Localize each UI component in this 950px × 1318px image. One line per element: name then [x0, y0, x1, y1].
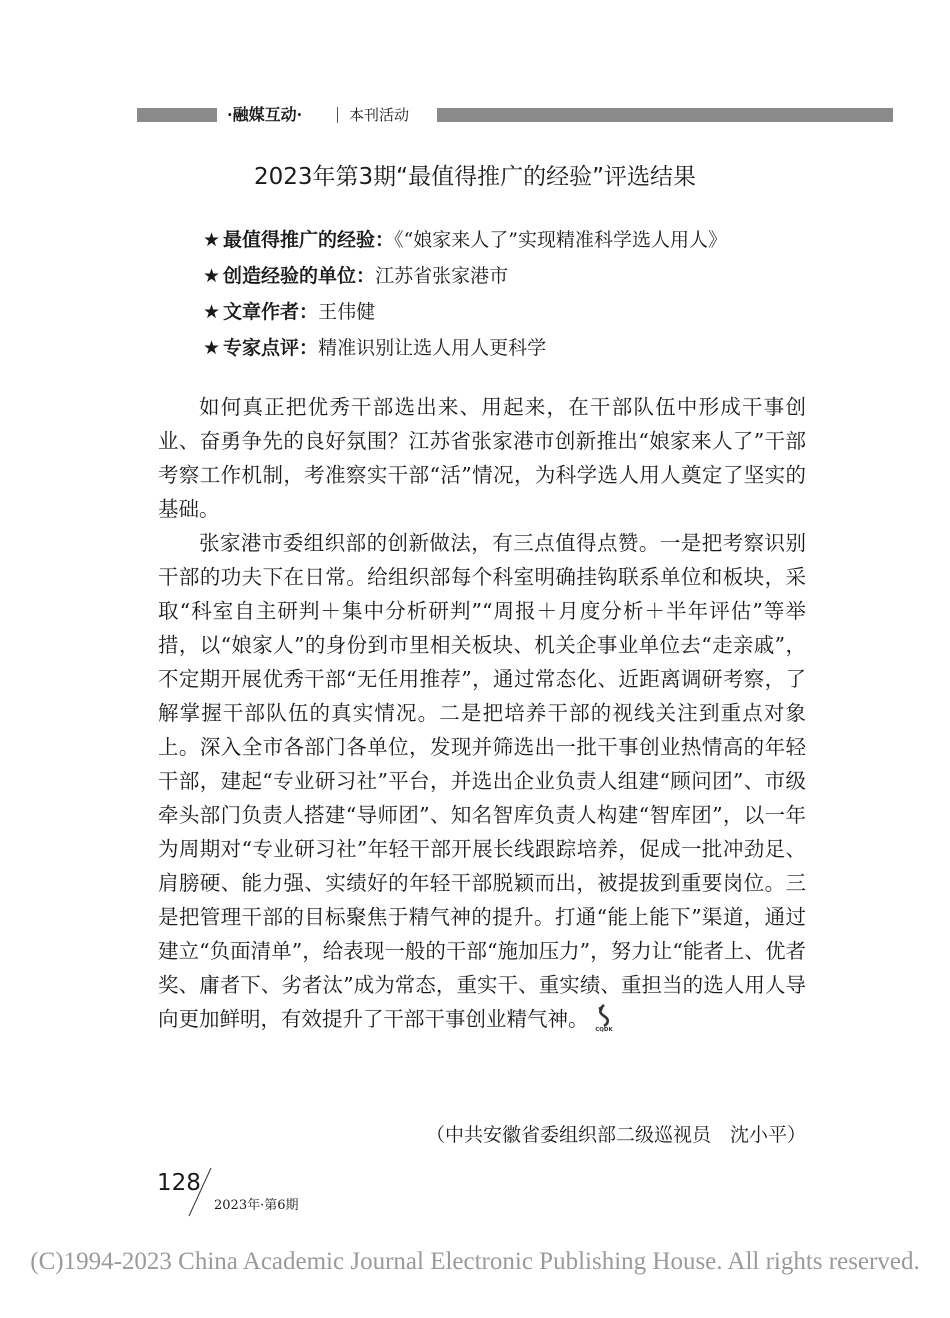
page-number: 128 — [157, 1170, 201, 1196]
paragraph-text: 张家港市委组织部的创新做法，有三点值得点赞。一是把考察识别干部的功夫下在日常。给组织部每个科室明确挂钩联系单位和板块，采取“科室自主研判＋集中分析研判”“周报＋月度分析＋半年评估”等举措，以“娘家人”的身份到市里相关板块、机关企事业单位去“走亲戚”，不定期开展优秀干部“无任用推荐”，通过常态化、近距离调研考察，了解掌握干部队伍的真实情况。二是把培养干部的视线关注到重点对象上。深入全市各部门各单位，发现并筛选出一批干事创业热情高的年轻干部，建起“专业研习社”平台，并选出企业负责人组建“顾问团”、市级牵头部门负责人搭建“导师团”、知名智库负责人构建“智库团”，以一年为周期对“专业研习社”年轻干部开展长线跟踪培养，促成一批冲劲足、肩膀硬、能力强、实绩好的年轻干部脱颖而出，被提拔到重要岗位。三是把管理干部的目标聚焦于精气神的提升。打通“能上能下”渠道，通过建立“负面清单”，给表现一般的干部“施加压力”，努力让“能者上、优者奖、庸者下、劣者汰”成为常态，重实干、重实绩、重担当的选人用人导向更加鲜明，有效提升了干部干事创业精气神。 — [158, 531, 806, 1031]
star-icon: ★ — [203, 229, 221, 251]
journal-end-mark-icon — [593, 1004, 615, 1032]
header-bar-left — [137, 108, 217, 122]
article-body — [158, 390, 806, 1036]
end-mark-text: CQDK — [594, 1027, 613, 1032]
info-label: 专家点评： — [223, 337, 319, 359]
paragraph — [158, 390, 806, 526]
info-value: 江苏省张家港市 — [375, 265, 509, 287]
header-bar-right — [437, 108, 893, 122]
info-value: 王伟健 — [318, 301, 376, 323]
star-icon: ★ — [203, 301, 221, 323]
copyright-watermark: (C)1994-2023 China Academic Journal Electronic Publishing House. All rights reserved. — [30, 1248, 920, 1275]
info-label: 文章作者： — [223, 301, 319, 323]
info-row-expert-comment — [203, 330, 843, 366]
footer-slash-divider — [185, 1166, 215, 1218]
paragraph-text: 如何真正把优秀干部选出来、用起来，在干部队伍中形成干事创业、奋勇争先的良好氛围？江苏省张家港市创新推出“娘家来人了”干部考察工作机制，考准察实干部“活”情况，为科学选人用人奠定了坚实的基础。 — [158, 395, 806, 521]
section-name: ·融媒互动· — [227, 105, 303, 124]
info-row-author — [203, 294, 843, 330]
info-value: 精准识别让选人用人更科学 — [318, 337, 547, 359]
star-icon: ★ — [203, 265, 221, 287]
info-label: 最值得推广的经验： — [223, 229, 395, 251]
section-divider — [337, 107, 338, 123]
info-value: 《“娘家来人了”实现精准科学选人用人》 — [394, 229, 727, 251]
award-info — [203, 222, 843, 366]
section-subtitle: 本刊活动 — [349, 106, 410, 124]
section-header — [137, 104, 893, 126]
reviewer-signature: （中共安徽省委组织部二级巡视员 沈小平） — [425, 1124, 806, 1146]
info-row-unit — [203, 258, 843, 294]
page-title: 2023年第3期“最值得推广的经验”评选结果 — [254, 164, 696, 190]
star-icon: ★ — [203, 337, 221, 359]
info-row-experience — [203, 222, 843, 258]
issue-label: 2023年·第6期 — [214, 1198, 299, 1213]
paragraph — [158, 526, 806, 1036]
info-label: 创造经验的单位： — [223, 265, 376, 287]
